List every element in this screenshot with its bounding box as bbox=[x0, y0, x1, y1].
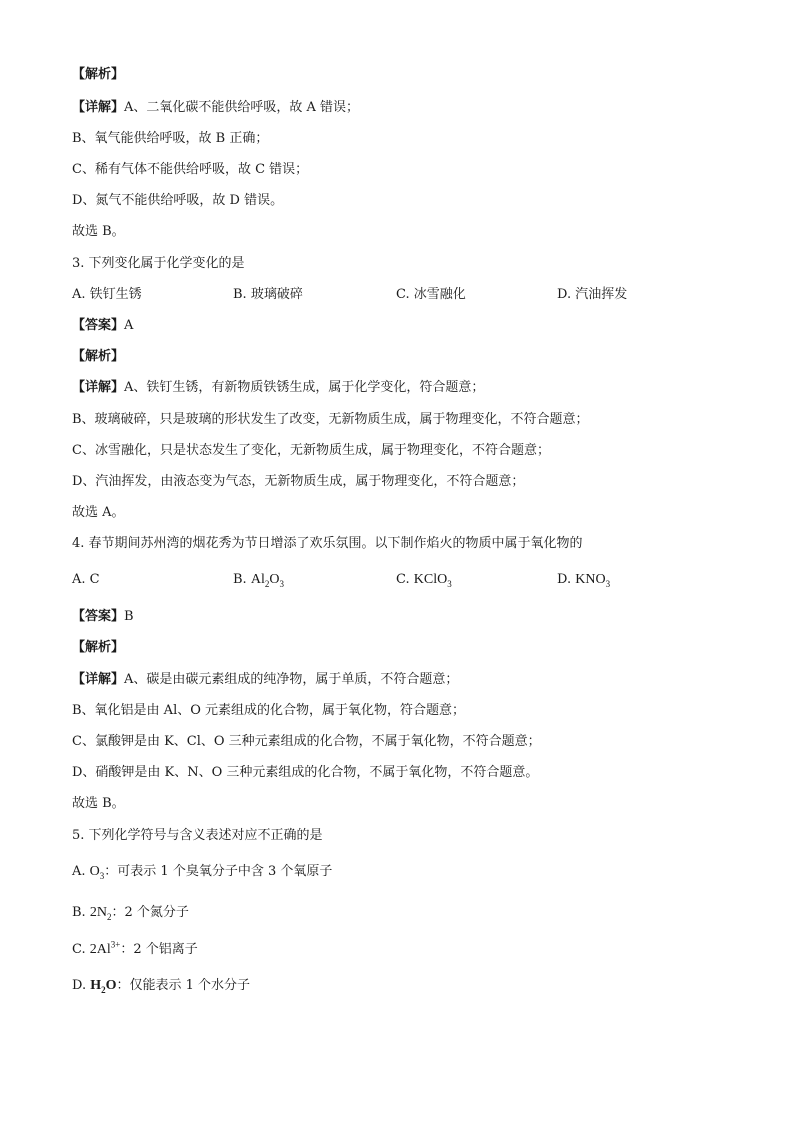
q4-option-d bbox=[557, 571, 610, 589]
option-label: D. bbox=[557, 572, 572, 587]
detail-tag: 【详解】 bbox=[72, 380, 125, 395]
formula-h2o: $H_2O$ bbox=[90, 978, 117, 995]
q3-option-b: B. 玻璃破碎 bbox=[233, 287, 303, 302]
q3-detail-line-d: D、汽油挥发，由液态变为气态，无新物质生成，属于物理变化，不符合题意； bbox=[72, 474, 525, 489]
detail-tag: 【详解】 bbox=[72, 672, 125, 687]
option-text: ：仅能表示 1 个水分子 bbox=[116, 978, 251, 993]
detail-tag: 【详解】 bbox=[72, 100, 125, 115]
option-label: D. bbox=[72, 978, 87, 993]
formula-o3: $O_3$ bbox=[89, 864, 105, 881]
q5-option-a bbox=[72, 863, 332, 881]
q4-option-b bbox=[233, 571, 284, 589]
q5-option-b bbox=[72, 904, 189, 922]
q4-option-a: A. C bbox=[72, 572, 100, 587]
detail-text: A、二氧化碳不能供给呼吸，故 A 错误； bbox=[124, 100, 360, 115]
detail-text: A、碳是由碳元素组成的纯净物，属于单质，不符合题意； bbox=[124, 672, 459, 687]
formula-kclo3: KClO$_3$ bbox=[413, 572, 452, 589]
formula-kno3: $KNO_3$ bbox=[575, 572, 611, 589]
q4-detail-line-a bbox=[72, 671, 458, 689]
q5-option-d bbox=[72, 977, 250, 995]
q4-analysis-heading: 【解析】 bbox=[72, 640, 125, 655]
question-5-stem: 5. 下列化学符号与含义表述对应不正确的是 bbox=[72, 828, 323, 843]
detail-line-a bbox=[72, 99, 359, 117]
q5-option-c bbox=[72, 941, 198, 959]
detail-line-d: D、氮气不能供给呼吸，故 D 错误。 bbox=[72, 193, 284, 208]
analysis-heading: 【解析】 bbox=[72, 67, 125, 82]
option-label: B. bbox=[233, 572, 247, 587]
q4-conclusion: 故选 B。 bbox=[72, 796, 125, 811]
q3-detail-line-c: C、冰雪融化，只是状态发生了变化，无新物质生成，属于物理变化，不符合题意； bbox=[72, 443, 550, 458]
answer-value: B bbox=[124, 609, 134, 624]
q3-option-c: C. 冰雪融化 bbox=[396, 287, 466, 302]
question-3-stem: 3. 下列变化属于化学变化的是 bbox=[72, 256, 245, 271]
q3-option-a: A. 铁钉生锈 bbox=[72, 287, 142, 302]
option-label: B. bbox=[72, 905, 86, 920]
q4-detail-line-b: B、氧化铝是由 Al、O 元素组成的化合物，属于氧化物，符合题意； bbox=[72, 703, 466, 718]
question-4-stem: 4. 春节期间苏州湾的烟花秀为节日增添了欢乐氛围。以下制作焰火的物质中属于氧化物的 bbox=[72, 536, 583, 551]
option-label: A. bbox=[72, 864, 86, 879]
option-text: ：2 个氮分子 bbox=[111, 905, 189, 920]
q3-detail-line-b: B、玻璃破碎，只是玻璃的形状发生了改变，无新物质生成，属于物理变化，不符合题意； bbox=[72, 412, 589, 427]
q3-option-d: D. 汽油挥发 bbox=[557, 287, 628, 302]
q4-answer bbox=[72, 608, 134, 626]
formula-al2o3: $Al_2O_3$ bbox=[250, 572, 284, 589]
formula-2al3plus: $2Al^{3+}$ bbox=[89, 939, 121, 957]
formula-2n2: $2N_2$ bbox=[89, 905, 112, 922]
q3-detail-line-a bbox=[72, 379, 484, 397]
q3-analysis-heading: 【解析】 bbox=[72, 349, 125, 364]
detail-text: A、铁钉生锈，有新物质铁锈生成，属于化学变化，符合题意； bbox=[124, 380, 485, 395]
q4-option-c bbox=[396, 571, 452, 589]
q4-detail-line-c: C、氯酸钾是由 K、Cl、O 三种元素组成的化合物，不属于氧化物，不符合题意； bbox=[72, 734, 541, 749]
option-text: ：2 个铝离子 bbox=[120, 942, 198, 957]
answer-tag: 【答案】 bbox=[72, 318, 125, 333]
conclusion: 故选 B。 bbox=[72, 224, 125, 239]
option-label: C. bbox=[72, 942, 86, 957]
answer-tag: 【答案】 bbox=[72, 609, 125, 624]
q3-conclusion: 故选 A。 bbox=[72, 505, 125, 520]
detail-line-b: B、氧气能供给呼吸，故 B 正确； bbox=[72, 131, 269, 146]
answer-value: A bbox=[124, 318, 134, 333]
detail-line-c: C、稀有气体不能供给呼吸，故 C 错误； bbox=[72, 162, 309, 177]
q3-answer bbox=[72, 317, 133, 335]
q4-detail-line-d: D、硝酸钾是由 K、N、O 三种元素组成的化合物，不属于氧化物，不符合题意。 bbox=[72, 765, 539, 780]
option-label: C. bbox=[396, 572, 410, 587]
option-text: ：可表示 1 个臭氧分子中含 3 个氧原子 bbox=[104, 864, 333, 879]
